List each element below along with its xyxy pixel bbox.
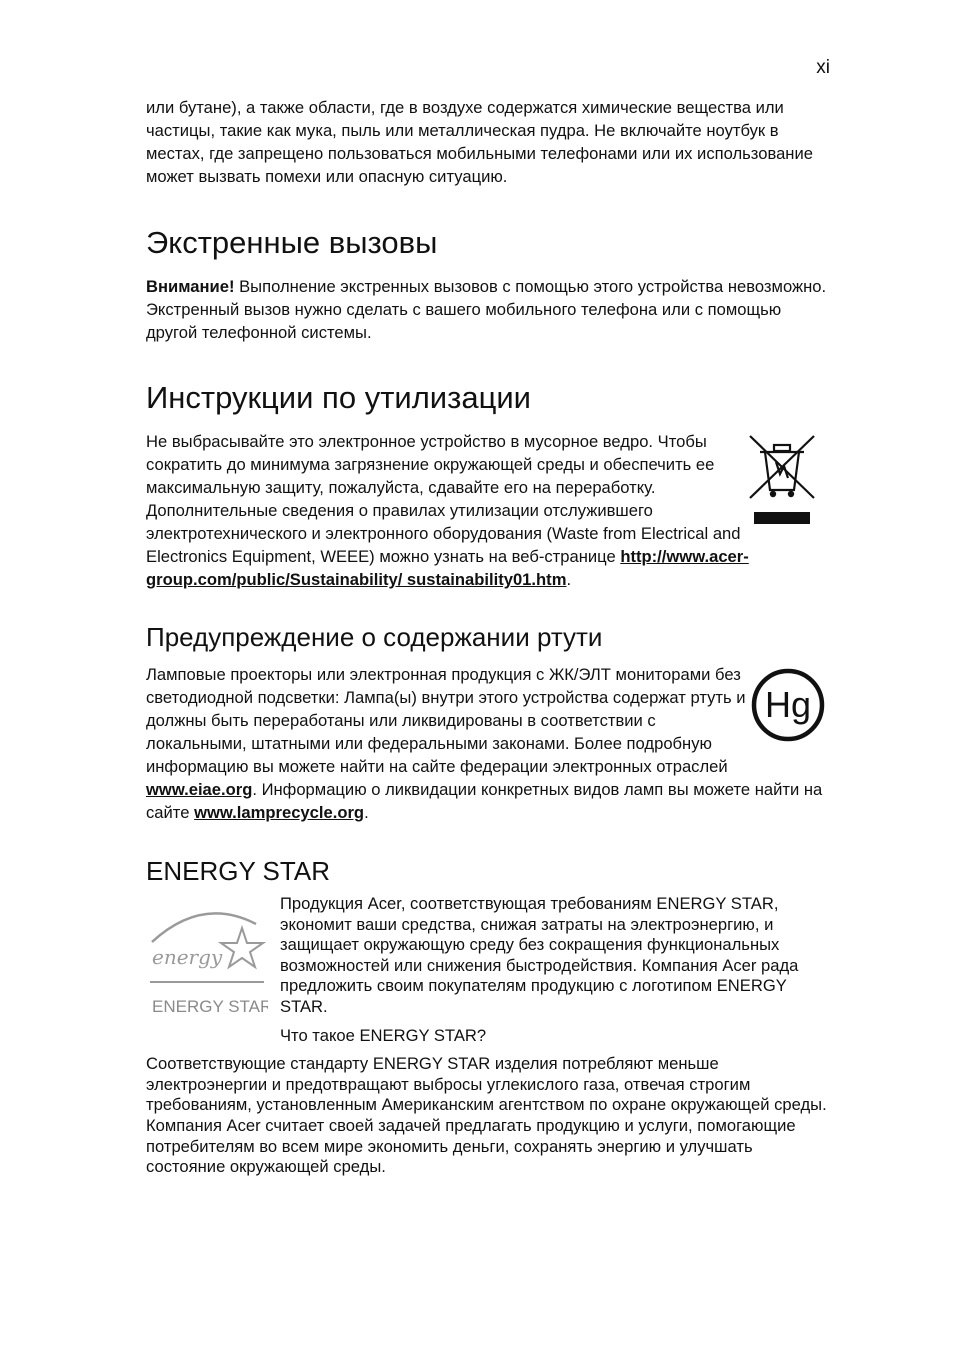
mercury-title: Предупреждение о содержании ртути — [146, 622, 603, 652]
hg-symbol: Hg — [764, 684, 812, 725]
warning-label: Внимание! — [146, 277, 235, 296]
energy-star-body-paragraph: Соответствующие стандарту ENERGY STAR изделия потребляют меньше электроэнергии и предотвращают выбросы углекислого газа, отвечая строгим требованиям, установленным Американским агентством по охране окружающей среды. Компания Acer считает своей задачей предлагать продукцию и услуги, помогающие потребителям во всем мире экономить деньги, сохранять энергию и улучшать состояние окружающей среды. — [146, 1054, 827, 1177]
disposal-title: Инструкции по утилизации — [146, 380, 531, 415]
energy-star-question: Что такое ENERGY STAR? — [280, 1025, 487, 1045]
weee-crossed-bin-icon — [748, 432, 820, 533]
energy-star-intro: Продукция Acer, соответствующая требованиям ENERGY STAR, экономит ваши средства, снижая затраты на электроэнергию, и защищает окружающую среду без сокращения функциональных возможностей или снижения быстродействия. Компания Acer рада предложить своим покупателям продукцию с логотипом ENERGY STAR. — [280, 894, 799, 1016]
disposal-text: Не выбрасывайте это электронное устройство в мусорное ведро. Чтобы сократить до минимума загрязнение окружающей среды и обеспечить ее максимальную защиту, пожалуйста, сдавайте его на переработку. Дополнительные сведения о правилах утилизации отслужившего электротехнического и электронного оборудования (Waste from Electrical and Electronics Equipment, WEEE) можно узнать на веб-странице — [146, 432, 741, 566]
eiae-link[interactable]: www.eiae.org — [146, 780, 253, 799]
mercury-paragraph: Ламповые проекторы или электронная продукция с ЖК/ЭЛТ мониторами без светодиодной подсветки: Лампа(ы) внутри этого устройства содержат ртуть и должны быть переработаны или ликвидированы в соответствии с локальными, штатными или федеральными законами. Более подробную информацию вы можете найти на сайте федерации электронных отраслей www.eiae.org. Информацию о ликвидации конкретных видов ламп вы можете найти на сайте www.lamprecycle.org. — [146, 665, 823, 822]
energy-star-logo — [146, 902, 268, 1022]
energy-star-title: ENERGY STAR — [146, 856, 330, 886]
sustainability-link[interactable]: http://www.acer-group.com/public/Sustainability/ sustainability01.htm — [146, 547, 749, 589]
energy-star-row — [146, 894, 828, 1046]
mercury-section — [146, 663, 828, 824]
emergency-text: Выполнение экстренных вызовов с помощью этого устройства невозможно. Экстренный вызов нужно сделать с вашего мобильного телефона или с помощью другой телефонной системы. — [146, 277, 827, 342]
lamprecycle-link[interactable]: www.lamprecycle.org — [194, 803, 365, 822]
emergency-paragraph — [146, 275, 828, 344]
page-number: xi — [816, 57, 830, 78]
energy-star-body — [146, 1054, 828, 1178]
disposal-section — [146, 430, 828, 591]
mercury-hg-icon — [750, 667, 826, 748]
document-content — [146, 96, 828, 1178]
energy-star-text — [280, 894, 828, 1046]
energy-logo-caption: ENERGY STAR — [152, 997, 268, 1016]
disposal-paragraph: Не выбрасывайте это электронное устройство в мусорное ведро. Чтобы сократить до минимума загрязнение окружающей среды и обеспечить ее максимальную защиту, пожалуйста, сдавайте его на переработку. Дополнительные сведения о правилах утилизации отслужившего электротехнического и электронного оборудования (Waste from Electrical and Electronics Equipment, WEEE) можно узнать на веб-странице http://www.acer-group.com/public/Sustainability/ sustainability01.htm. — [146, 432, 749, 589]
energy-logo-script: energy — [152, 945, 223, 969]
intro-paragraph: или бутане), а также области, где в воздухе содержатся химические вещества или частицы, такие как мука, пыль или металлическая пудра. Не включайте ноутбук в местах, где запрещено пользоваться мобильными телефонами или их использование может вызвать помехи или опасную ситуацию. — [146, 98, 813, 186]
emergency-title: Экстренные вызовы — [146, 225, 438, 260]
